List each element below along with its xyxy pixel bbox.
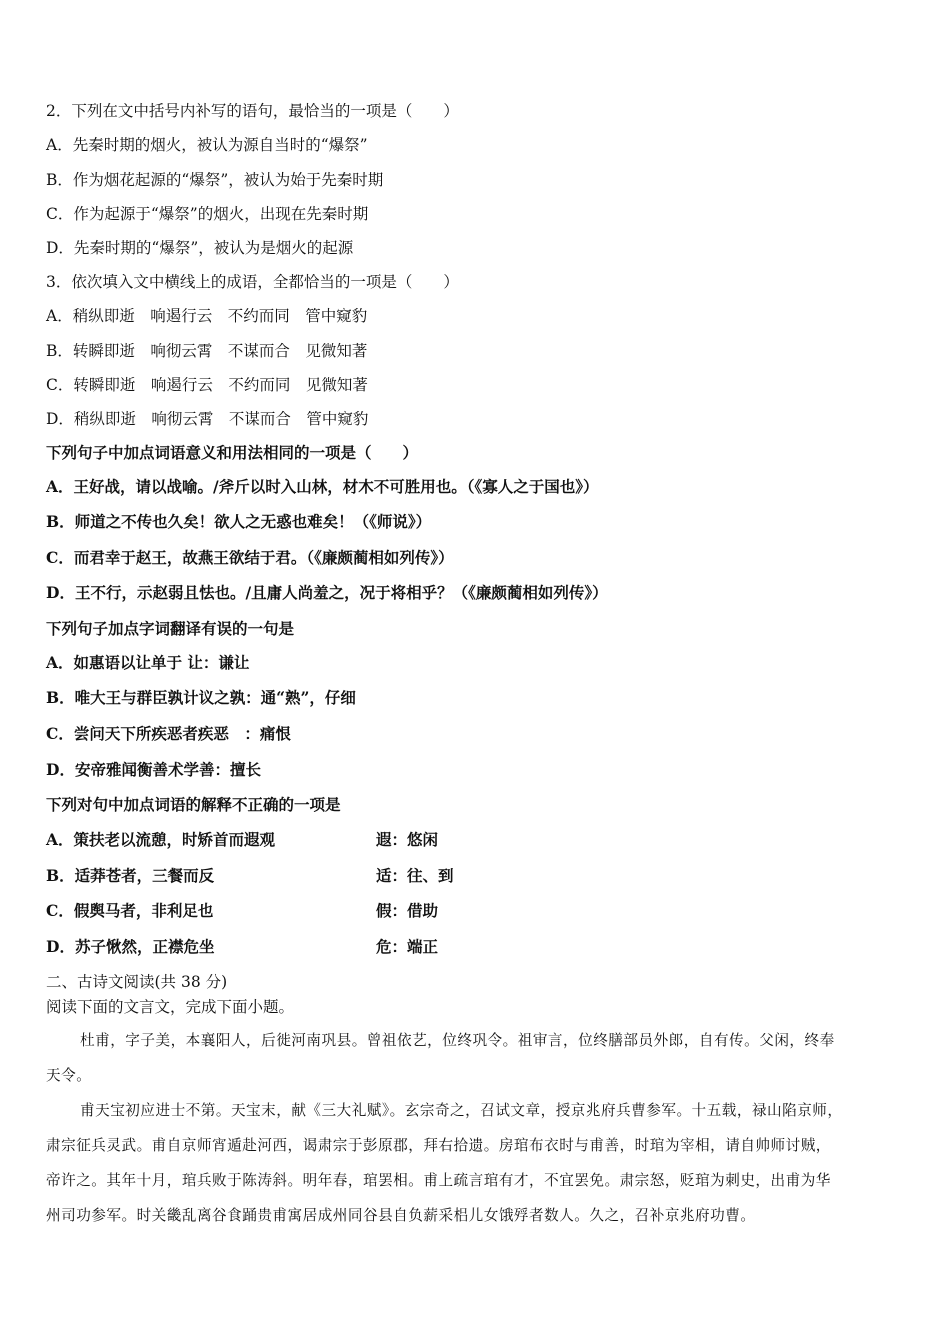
section-instruction: 阅读下面的文言文，完成下面小题。 [46,998,295,1016]
passage-p2-line-2: 肃宗征兵灵武。甫自京师宵遁赴河西，谒肃宗于彭原郡，拜右拾遗。房琯布衣时与甫善，时琯为宰相，请自帅师讨贼， [46,1137,831,1154]
q3-option-d: D．稍纵即逝 响彻云霄 不谋而合 管中窥豹 [46,410,369,428]
q6-stem: 下列对句中加点词语的解释不正确的一项是 [46,795,341,814]
section-heading: 二、古诗文阅读(共 38 分) [46,973,228,991]
passage-paragraph-1 [46,1023,906,1093]
q6-option-d: D．苏子愀然，正襟危坐 [46,937,215,956]
q3-stem: 3．依次填入文中横线上的成语，全都恰当的一项是（ ） [46,273,459,291]
q4-option-b: B．师道之不传也久矣！欲人之无惑也难矣！（《师说》） [46,512,432,531]
q6-option-b-gloss: 适：往、到 [376,866,454,885]
q5-option-a: A．如惠语以让单于 让：谦让 [46,653,250,672]
passage-paragraph-2 [46,1093,906,1233]
q2-option-a: A．先秦时期的烟火，被认为源自当时的“爆祭” [46,136,368,154]
q5-option-b: B．唯大王与群臣孰计议之孰：通“熟”，仔细 [46,688,356,707]
q4-option-c: C．而君幸于赵王，故燕王欲结于君。（《廉颇蔺相如列传》） [46,548,454,567]
passage-p2-line-3: 帝许之。其年十月，琯兵败于陈涛斜。明年春，琯罢相。甫上疏言琯有才，不宜罢免。肃宗怒，贬琯为刺史，出甫为华 [46,1172,831,1189]
q6-option-c-gloss: 假：借助 [376,901,439,920]
q6-option-c: C．假舆马者，非利足也 [46,901,214,920]
q5-stem: 下列句子加点字词翻译有误的一句是 [46,619,295,638]
q2-stem: 2．下列在文中括号内补写的语句，最恰当的一项是（ ） [46,102,459,120]
q4-option-a: A．王好战，请以战喻。/斧斤以时入山林，材木不可胜用也。（《寡人之于国也》） [46,477,599,496]
q6-option-a-gloss: 遐：悠闲 [376,830,439,849]
passage-p2-line-4: 州司功参军。时关畿乱离谷食踊贵甫寓居成州同谷县自负薪采梠儿女饿殍者数人。久之，召补京兆府功曹。 [46,1207,756,1224]
q2-option-d: D．先秦时期的“爆祭”，被认为是烟火的起源 [46,239,354,257]
q2-option-c: C．作为起源于“爆祭”的烟火，出现在先秦时期 [46,205,369,223]
q3-option-b: B．转瞬即逝 响彻云霄 不谋而合 见微知著 [46,342,368,360]
q5-option-c: C．尝问天下所疾恶者疾恶 ：痛恨 [46,724,291,743]
q4-option-d: D．王不行，示赵弱且怯也。/且庸人尚羞之，况于将相乎？（《廉颇蔺相如列传》） [46,583,608,602]
q3-option-a: A．稍纵即逝 响遏行云 不约而同 管中窥豹 [46,307,368,325]
q3-option-c: C．转瞬即逝 响遏行云 不约而同 见微知著 [46,376,368,394]
q6-option-b: B．适莽苍者，三餐而反 [46,866,215,885]
q4-stem: 下列句子中加点词语意义和用法相同的一项是（ ） [46,443,419,462]
q6-option-d-gloss: 危：端正 [376,937,439,956]
passage-p1-line-1: 杜甫，字子美，本襄阳人，后徙河南巩县。曾祖依艺，位终巩令。祖审言，位终膳部员外郎，自有传。父闲，终奉 [80,1032,835,1049]
passage-p2-line-1: 甫天宝初应进士不第。天宝末，献《三大礼赋》。玄宗奇之，召试文章，授京兆府兵曹参军。十五载，禄山陷京师， [80,1102,843,1119]
q5-option-d: D．安帝雅闻衡善术学善：擅长 [46,760,261,779]
passage-p1-line-2: 天令。 [46,1067,92,1084]
q2-option-b: B．作为烟花起源的“爆祭”，被认为始于先秦时期 [46,171,384,189]
q6-option-a: A．策扶老以流憩，时矫首而遐观 [46,830,276,849]
